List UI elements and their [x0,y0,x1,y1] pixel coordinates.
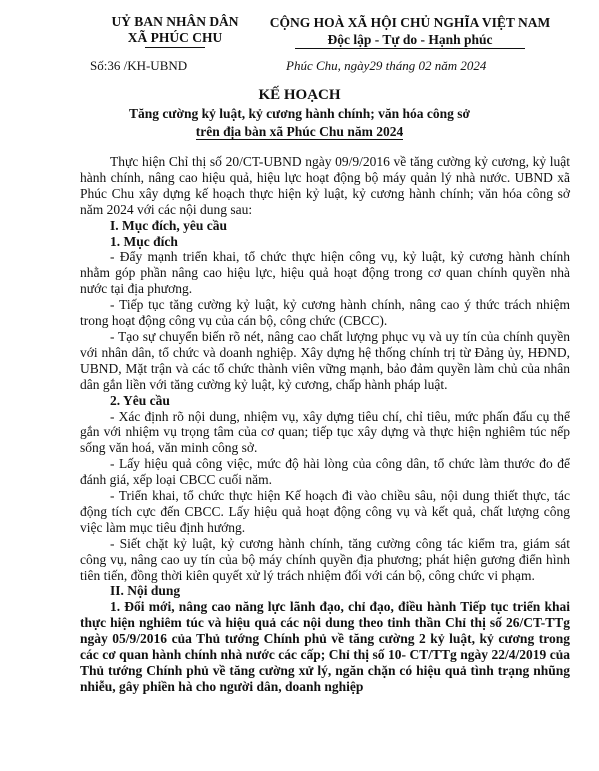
subsection-2-heading: 2. Yêu cầu [110,392,170,408]
issuing-agency [100,14,250,48]
document-type-title: KẾ HOẠCH [258,87,341,103]
document-number: Số:36 /KH-UBND [90,58,188,73]
intro-paragraph: Thực hiện Chỉ thị số 20/CT-UBND ngày 09/9/2016 về tăng cường kỷ cương, kỷ luật hành chính, nâng cao hiệu quả, hiệu lực hoạt động bộ máy quản lý nhà nước. UBND xã Phúc Chu xây dựng kế hoạch thực hiện kỷ luật, kỷ cương hành chính; văn hóa công sở năm 2024 với các nội dung sau: [80,154,570,217]
agency-line-1: UỶ BAN NHÂN DÂN [111,14,239,29]
agency-line-2: XÃ PHÚC CHU [127,30,223,45]
subsection-1-heading: 1. Mục đích [110,233,178,249]
document-subject-line-1: Tăng cường kỷ luật, kỷ cương hành chính; văn hóa công sở [129,106,470,121]
purpose-item-2: - Tiếp tục tăng cường kỷ luật, kỷ cương hành chính, nâng cao ý thức trách nhiệm trong hoạt động công vụ của cán bộ, công chức (CBCC). [80,297,570,329]
requirement-item-1: - Xác định rõ nội dung, nhiệm vụ, xây dựng tiêu chí, chỉ tiêu, mức phấn đấu cụ thể gắn với nhiệm vụ trọng tâm của cơ quan; tiếp tục xây dựng và thực hiện nghiêm túc nếp sống văn hoá, văn minh công sở. [80,408,570,456]
requirement-item-3: - Triển khai, tổ chức thực hiện Kế hoạch đi vào chiều sâu, nội dung thiết thực, tác động tích cực đến CBCC. Lấy hiệu quả hoạt động công vụ và kết quả, chất lượng công việc làm mục tiêu định hướng. [80,488,570,535]
section-1-heading: I. Mục đích, yêu cầu [110,217,228,233]
purpose-item-3: - Tạo sự chuyển biến rõ nét, nâng cao chất lượng phục vụ và uy tín của chính quyền với nhân dân, tổ chức và doanh nghiệp. Xây dựng hệ thống chính trị từ Đảng ủy, HĐND, UBND, Mặt trận và các tổ chức thành viên vững mạnh, bảo đảm quyền làm chủ của nhân dân gắn liền với tăng cường kỷ luật, kỷ cương, chấp hành pháp luật. [80,328,570,392]
document-body [80,154,570,695]
purpose-item-1: - Đẩy mạnh triển khai, tổ chức thực hiện công vụ, kỷ luật, kỷ cương hành chính nhằm góp phần nâng cao hiệu lực, hiệu quả hoạt động trong cơ quan chính quyền nhà nước tại địa phương. [80,249,570,297]
requirement-item-4: - Siết chặt kỷ luật, kỷ cương hành chính, tăng cường công tác kiểm tra, giám sát công vụ, nâng cao uy tín của bộ máy chính quyền địa phương; phát hiện gương điển hình tiên tiến, đồng thời kiên quyết xử lý trách nhiệm đối với cán bộ, công chức vi phạm. [80,535,570,583]
document-subject-line-2 [0,124,599,140]
nation-name: CỘNG HOÀ XÃ HỘI CHỦ NGHĨA VIỆT NAM [269,15,551,30]
subject-line-2-text: trên địa bàn xã Phúc Chu năm 2024 [195,124,404,139]
section-2-heading: II. Nội dung [110,583,181,599]
place-and-date: Phúc Chu, ngày29 tháng 02 năm 2024 [286,58,487,73]
content-item-1: 1. Đổi mới, nâng cao năng lực lãnh đạo, chỉ đạo, điều hành Tiếp tục triển khai thực hiện nghiêm túc và hiệu quả các nội dung theo tinh thần Chỉ thị số 26/CT-TTg ngày 05/9/2016 của Thủ tướng Chính phủ về tăng cường 2 kỷ luật, kỷ cương trong các cơ quan hành chính nhà nước các cấp; Chỉ thị số 10- CT/TTg ngày 22/4/2019 của Thủ tướng Chính phủ về tăng cường xử lý, ngăn chặn có hiệu quả tình trạng nhũng nhiễu, gây phiền hà cho người dân, doanh nghiệp [80,599,570,694]
requirement-item-2: - Lấy hiệu quả công việc, mức độ hài lòng của công dân, tổ chức làm thước đo để đánh giá, xếp loại CBCC cuối năm. [80,456,570,488]
national-motto: Độc lập - Tự do - Hạnh phúc [295,31,525,49]
agency-underline [145,47,205,48]
national-header [250,14,570,49]
